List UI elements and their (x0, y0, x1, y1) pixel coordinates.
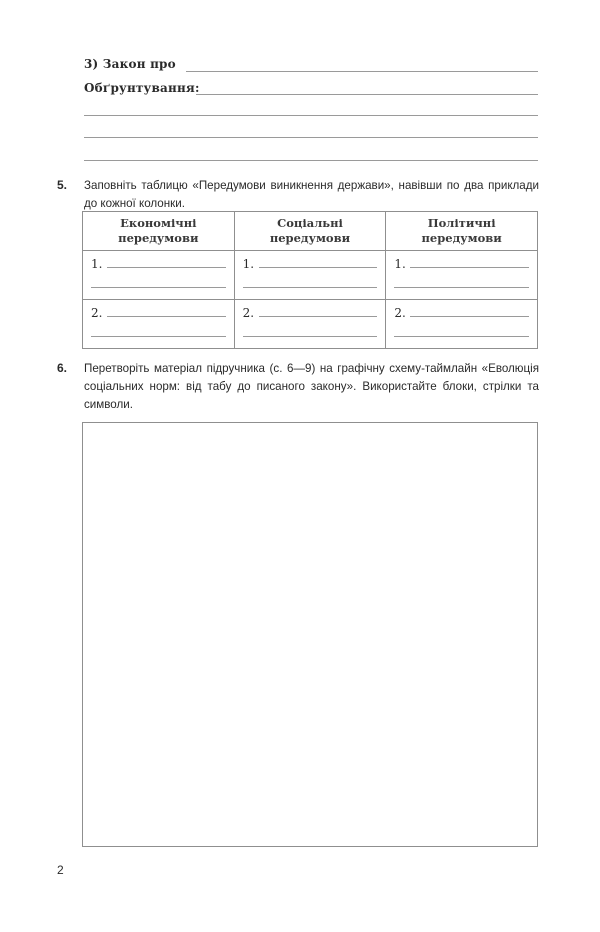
task-6-instructions: Перетворіть матеріал підручника (с. 6—9) на графічну схему-таймлайн «Еволюція соціальних норм: від табу до писаного закону». Використайте блоки, стрілки та символи. (84, 362, 539, 411)
economic-answer-1[interactable] (83, 251, 235, 300)
header-economic-line1: Економічні (120, 216, 197, 230)
answer-line[interactable] (394, 336, 529, 337)
economic-answer-2[interactable] (83, 300, 235, 349)
header-political-line1: Політичні (427, 216, 496, 230)
prerequisites-table (82, 211, 538, 349)
item-number: 1. (242, 257, 255, 271)
answer-line[interactable] (243, 336, 378, 337)
justification-answer-line[interactable] (84, 137, 538, 138)
law-answer-line[interactable] (186, 71, 538, 72)
answer-line[interactable] (410, 267, 529, 268)
header-social-line1: Соціальні (277, 216, 343, 230)
header-economic (83, 212, 235, 251)
answer-line[interactable] (107, 267, 226, 268)
answer-line[interactable] (259, 316, 378, 317)
social-answer-1[interactable] (234, 251, 386, 300)
header-political (386, 212, 538, 251)
item-number: 2. (242, 306, 255, 320)
item-number: 2. (91, 306, 103, 320)
social-answer-2[interactable] (234, 300, 386, 349)
law-about-label: 3) Закон про (84, 57, 176, 71)
justification-label: Обґрунтування: (84, 81, 200, 95)
header-social (234, 212, 386, 251)
answer-line[interactable] (394, 287, 529, 288)
header-political-line2: передумови (421, 231, 502, 245)
answer-line[interactable] (91, 287, 226, 288)
item-number: 2. (394, 306, 406, 320)
justification-answer-line[interactable] (196, 94, 538, 95)
answer-line[interactable] (107, 316, 226, 317)
answer-line[interactable] (243, 287, 378, 288)
answer-line[interactable] (410, 316, 529, 317)
item-number: 1. (394, 257, 406, 271)
task-5-instructions: Заповніть таблицю «Передумови виникнення держави», навівши по два приклади до кожної колонки. (84, 179, 539, 210)
task-6-number: 6. (57, 361, 68, 375)
table-row (83, 251, 538, 300)
header-social-line2: передумови (269, 231, 351, 245)
political-answer-1[interactable] (386, 251, 538, 300)
item-number: 1. (91, 257, 103, 271)
page-number: 2 (57, 863, 64, 877)
answer-line[interactable] (91, 336, 226, 337)
header-economic-line2: передумови (118, 231, 199, 245)
justification-answer-line[interactable] (84, 115, 538, 116)
table-row (83, 300, 538, 349)
justification-answer-line[interactable] (84, 160, 538, 161)
task-5-number: 5. (57, 178, 68, 192)
political-answer-2[interactable] (386, 300, 538, 349)
answer-line[interactable] (259, 267, 378, 268)
timeline-drawing-area[interactable] (82, 422, 538, 847)
